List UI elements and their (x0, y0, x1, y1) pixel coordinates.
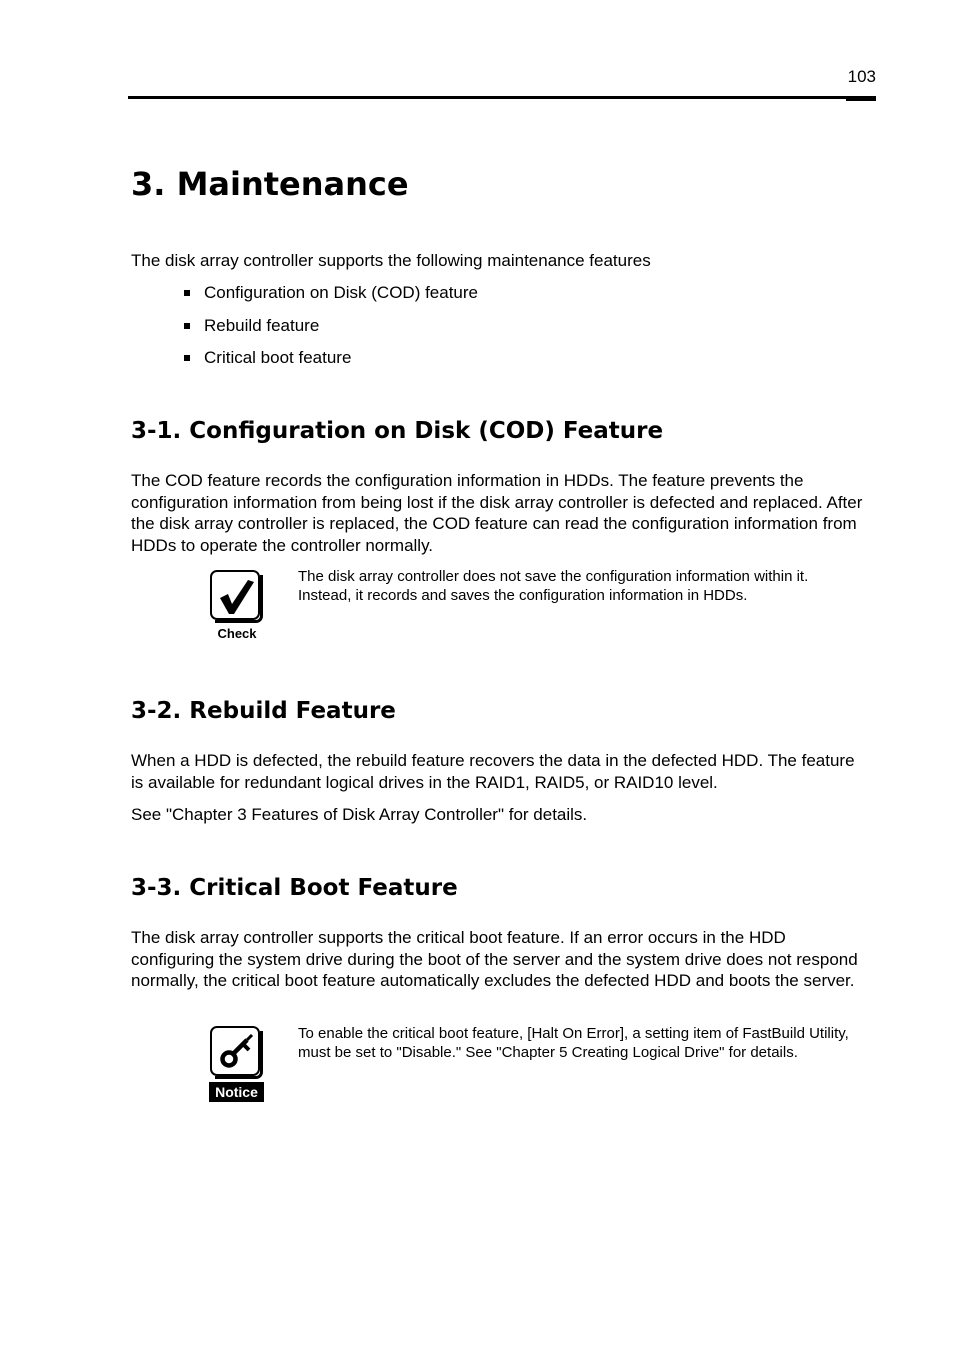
section-cod-paragraph: The COD feature records the configuration information in HDDs. The feature prevents the configuration information from being lost if the disk array controller is defected and replaced. After the disk array controller is replaced, the COD feature can read the configuration information from HDDs to operate the controller normally. (131, 471, 863, 555)
bullet-square-icon (184, 355, 190, 361)
check-icon (210, 570, 260, 620)
section-title-rebuild: 3-2. Rebuild Feature (131, 698, 396, 724)
feature-list-item: Critical boot feature (184, 347, 478, 368)
section-critical-boot-paragraph: The disk array controller supports the critical boot feature. If an error occurs in the HDD configuring the system drive during the boot of the server and the system drive does not respond normally, the critical boot feature automatically excludes the defected HDD and boots the server. (131, 928, 858, 990)
page-number: 103 (847, 67, 876, 86)
chapter-intro: The disk array controller supports the following maintenance features (131, 251, 651, 270)
checkmark-glyph (216, 576, 256, 616)
section-rebuild-reference: See "Chapter 3 Features of Disk Array Controller" for details. (131, 805, 588, 824)
bullet-square-icon (184, 290, 190, 296)
bullet-square-icon (184, 323, 190, 329)
check-note-text: The disk array controller does not save the configuration information within it. Instead, it records and saves the configuration information in HDDs. (298, 568, 809, 604)
notice-icon (210, 1026, 260, 1076)
feature-list (184, 282, 478, 380)
feature-list-item: Rebuild feature (184, 315, 478, 336)
notice-label: Notice (209, 1082, 264, 1102)
chapter-title: 3. Maintenance (131, 165, 409, 203)
header-rule (128, 96, 876, 99)
section-title-cod: 3-1. Configuration on Disk (COD) Feature (131, 418, 664, 444)
key-glyph (216, 1032, 256, 1072)
check-label: Check (217, 626, 257, 641)
section-title-critical-boot: 3-3. Critical Boot Feature (131, 875, 458, 901)
section-rebuild-paragraph: When a HDD is defected, the rebuild feature recovers the data in the defected HDD. The feature is available for redundant logical drives in the RAID1, RAID5, or RAID10 level. (131, 751, 855, 792)
feature-list-item: Configuration on Disk (COD) feature (184, 282, 478, 303)
header-rule-tab (846, 96, 876, 101)
notice-note-text: To enable the critical boot feature, [Halt On Error], a setting item of FastBuild Utility, must be set to "Disable." See "Chapter 5 Creating Logical Drive" for details. (298, 1025, 849, 1061)
